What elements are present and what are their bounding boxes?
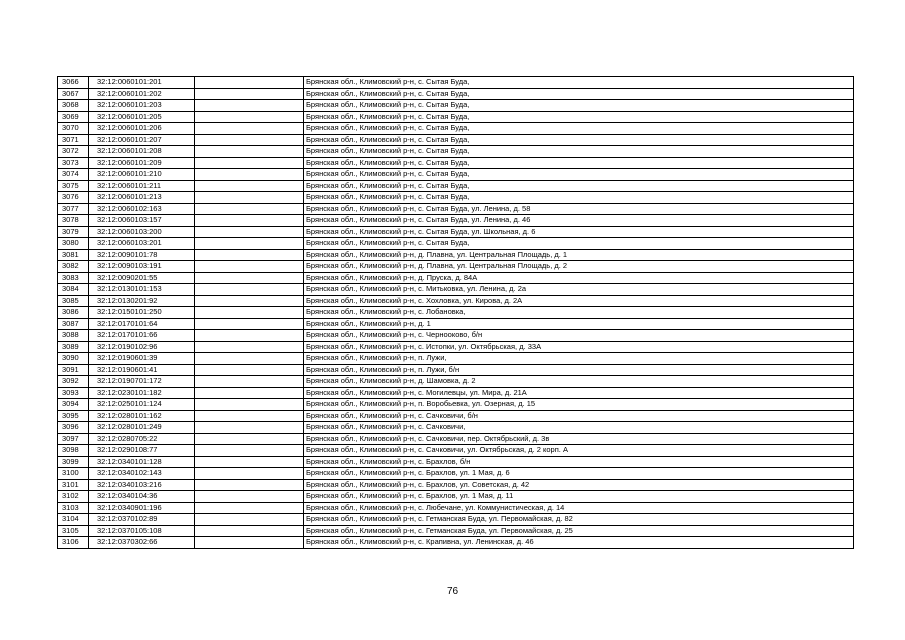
- address-cell: Брянская обл., Климовский р-н, с. Брахлов, ул. 1 Мая, д. 6: [304, 468, 854, 480]
- cadastral-number-cell: 32:12:0060101:205: [89, 111, 195, 123]
- cadastral-number-cell: 32:12:0190601:41: [89, 364, 195, 376]
- cadastral-number-cell: 32:12:0060103:200: [89, 226, 195, 238]
- row-number-cell: 3079: [58, 226, 89, 238]
- cadastral-number-cell: 32:12:0280101:249: [89, 422, 195, 434]
- address-cell: Брянская обл., Климовский р-н, с. Сытая Буда, ул. Школьная, д. 6: [304, 226, 854, 238]
- empty-cell: [195, 169, 304, 181]
- cadastral-number-cell: 32:12:0060101:207: [89, 134, 195, 146]
- empty-cell: [195, 284, 304, 296]
- empty-cell: [195, 77, 304, 89]
- empty-cell: [195, 456, 304, 468]
- cadastral-number-cell: 32:12:0060101:208: [89, 146, 195, 158]
- address-cell: Брянская обл., Климовский р-н, с. Сытая Буда,: [304, 146, 854, 158]
- cadastral-number-cell: 32:12:0090101:78: [89, 249, 195, 261]
- empty-cell: [195, 491, 304, 503]
- cadastral-number-cell: 32:12:0060101:206: [89, 123, 195, 135]
- row-number-cell: 3096: [58, 422, 89, 434]
- table-row: [58, 525, 854, 537]
- address-cell: Брянская обл., Климовский р-н, с. Сытая Буда, ул. Ленина, д. 58: [304, 203, 854, 215]
- cadastral-number-cell: 32:12:0130101:153: [89, 284, 195, 296]
- cadastral-number-cell: 32:12:0190601:39: [89, 353, 195, 365]
- row-number-cell: 3086: [58, 307, 89, 319]
- cadastral-number-cell: 32:12:0060103:201: [89, 238, 195, 250]
- row-number-cell: 3104: [58, 514, 89, 526]
- table-row: [58, 422, 854, 434]
- table-row: [58, 226, 854, 238]
- address-cell: Брянская обл., Климовский р-н, с. Митьковка, ул. Ленина, д. 2а: [304, 284, 854, 296]
- table-row: [58, 330, 854, 342]
- row-number-cell: 3095: [58, 410, 89, 422]
- row-number-cell: 3081: [58, 249, 89, 261]
- empty-cell: [195, 192, 304, 204]
- empty-cell: [195, 479, 304, 491]
- table-row: [58, 284, 854, 296]
- row-number-cell: 3084: [58, 284, 89, 296]
- address-cell: Брянская обл., Климовский р-н, п. Лужи,: [304, 353, 854, 365]
- empty-cell: [195, 307, 304, 319]
- table-row: [58, 387, 854, 399]
- address-cell: Брянская обл., Климовский р-н, с. Лобановка,: [304, 307, 854, 319]
- table-row: [58, 238, 854, 250]
- address-cell: Брянская обл., Климовский р-н, с. Любечане, ул. Коммунистическая, д. 14: [304, 502, 854, 514]
- empty-cell: [195, 203, 304, 215]
- cadastral-number-cell: 32:12:0060101:209: [89, 157, 195, 169]
- address-cell: Брянская обл., Климовский р-н, д. Шамовка, д. 2: [304, 376, 854, 388]
- row-number-cell: 3092: [58, 376, 89, 388]
- row-number-cell: 3078: [58, 215, 89, 227]
- empty-cell: [195, 272, 304, 284]
- address-cell: Брянская обл., Климовский р-н, с. Сытая Буда,: [304, 180, 854, 192]
- table-row: [58, 514, 854, 526]
- row-number-cell: 3102: [58, 491, 89, 503]
- row-number-cell: 3073: [58, 157, 89, 169]
- row-number-cell: 3089: [58, 341, 89, 353]
- row-number-cell: 3087: [58, 318, 89, 330]
- address-cell: Брянская обл., Климовский р-н, с. Сачковичи, ул. Октябрьская, д. 2 корп. А: [304, 445, 854, 457]
- row-number-cell: 3100: [58, 468, 89, 480]
- cadastral-number-cell: 32:12:0060102:163: [89, 203, 195, 215]
- empty-cell: [195, 364, 304, 376]
- cadastral-number-cell: 32:12:0090103:191: [89, 261, 195, 273]
- empty-cell: [195, 387, 304, 399]
- empty-cell: [195, 238, 304, 250]
- table-row: [58, 433, 854, 445]
- table-row: [58, 410, 854, 422]
- table-body: [58, 77, 854, 549]
- address-cell: Брянская обл., Климовский р-н, д. 1: [304, 318, 854, 330]
- address-cell: Брянская обл., Климовский р-н, с. Сытая Буда,: [304, 77, 854, 89]
- table-row: [58, 479, 854, 491]
- empty-cell: [195, 410, 304, 422]
- cadastral-number-cell: 32:12:0340101:128: [89, 456, 195, 468]
- table-row: [58, 353, 854, 365]
- table-row: [58, 295, 854, 307]
- empty-cell: [195, 123, 304, 135]
- cadastral-number-cell: 32:12:0230101:182: [89, 387, 195, 399]
- address-cell: Брянская обл., Климовский р-н, с. Истопки, ул. Октябрьская, д. 33А: [304, 341, 854, 353]
- table-row: [58, 192, 854, 204]
- address-cell: Брянская обл., Климовский р-н, с. Сачковичи,: [304, 422, 854, 434]
- empty-cell: [195, 88, 304, 100]
- address-cell: Брянская обл., Климовский р-н, д. Плавна, ул. Центральная Площадь, д. 2: [304, 261, 854, 273]
- empty-cell: [195, 295, 304, 307]
- table-row: [58, 445, 854, 457]
- row-number-cell: 3094: [58, 399, 89, 411]
- address-cell: Брянская обл., Климовский р-н, с. Брахлов, ул. 1 Мая, д. 11: [304, 491, 854, 503]
- address-cell: Брянская обл., Климовский р-н, с. Сытая Буда,: [304, 134, 854, 146]
- table-row: [58, 318, 854, 330]
- address-cell: Брянская обл., Климовский р-н, с. Сытая Буда,: [304, 88, 854, 100]
- row-number-cell: 3088: [58, 330, 89, 342]
- table-row: [58, 77, 854, 89]
- empty-cell: [195, 111, 304, 123]
- address-cell: Брянская обл., Климовский р-н, д. Плавна, ул. Центральная Площадь, д. 1: [304, 249, 854, 261]
- table-row: [58, 341, 854, 353]
- empty-cell: [195, 318, 304, 330]
- cadastral-number-cell: 32:12:0060101:213: [89, 192, 195, 204]
- cadastral-number-cell: 32:12:0280705:22: [89, 433, 195, 445]
- table-row: [58, 307, 854, 319]
- table-row: [58, 157, 854, 169]
- row-number-cell: 3077: [58, 203, 89, 215]
- table-row: [58, 456, 854, 468]
- cadastral-number-cell: 32:12:0060101:210: [89, 169, 195, 181]
- table-row: [58, 203, 854, 215]
- table-row: [58, 215, 854, 227]
- row-number-cell: 3105: [58, 525, 89, 537]
- empty-cell: [195, 180, 304, 192]
- empty-cell: [195, 261, 304, 273]
- empty-cell: [195, 157, 304, 169]
- cadastral-number-cell: 32:12:0190701:172: [89, 376, 195, 388]
- address-cell: Брянская обл., Климовский р-н, с. Брахлов, ул. Советская, д. 42: [304, 479, 854, 491]
- row-number-cell: 3093: [58, 387, 89, 399]
- row-number-cell: 3075: [58, 180, 89, 192]
- empty-cell: [195, 537, 304, 549]
- cadastral-number-cell: 32:12:0250101:124: [89, 399, 195, 411]
- empty-cell: [195, 341, 304, 353]
- empty-cell: [195, 433, 304, 445]
- cadastral-number-cell: 32:12:0340103:216: [89, 479, 195, 491]
- table-row: [58, 134, 854, 146]
- row-number-cell: 3071: [58, 134, 89, 146]
- row-number-cell: 3083: [58, 272, 89, 284]
- address-cell: Брянская обл., Климовский р-н, с. Сытая Буда, ул. Ленина, д. 46: [304, 215, 854, 227]
- cadastral-number-cell: 32:12:0290108:77: [89, 445, 195, 457]
- table-row: [58, 376, 854, 388]
- cadastral-number-cell: 32:12:0060101:211: [89, 180, 195, 192]
- row-number-cell: 3106: [58, 537, 89, 549]
- row-number-cell: 3076: [58, 192, 89, 204]
- row-number-cell: 3097: [58, 433, 89, 445]
- row-number-cell: 3085: [58, 295, 89, 307]
- page-number: 76: [446, 586, 459, 597]
- address-cell: Брянская обл., Климовский р-н, с. Сытая Буда,: [304, 111, 854, 123]
- empty-cell: [195, 353, 304, 365]
- table-row: [58, 88, 854, 100]
- empty-cell: [195, 249, 304, 261]
- table-row: [58, 249, 854, 261]
- empty-cell: [195, 468, 304, 480]
- address-cell: Брянская обл., Климовский р-н, с. Сачковичи, б/н: [304, 410, 854, 422]
- cadastral-number-cell: 32:12:0060101:203: [89, 100, 195, 112]
- table-row: [58, 169, 854, 181]
- cadastral-number-cell: 32:12:0060101:201: [89, 77, 195, 89]
- empty-cell: [195, 330, 304, 342]
- address-cell: Брянская обл., Климовский р-н, п. Воробьевка, ул. Озерная, д. 15: [304, 399, 854, 411]
- cadastral-number-cell: 32:12:0170101:66: [89, 330, 195, 342]
- address-cell: Брянская обл., Климовский р-н, с. Чернооково, б/н: [304, 330, 854, 342]
- empty-cell: [195, 134, 304, 146]
- row-number-cell: 3069: [58, 111, 89, 123]
- address-cell: Брянская обл., Климовский р-н, с. Гетманская Буда, ул. Первомайская, д. 82: [304, 514, 854, 526]
- row-number-cell: 3098: [58, 445, 89, 457]
- address-cell: Брянская обл., Климовский р-н, с. Сытая Буда,: [304, 169, 854, 181]
- cadastral-number-cell: 32:12:0370302:66: [89, 537, 195, 549]
- table-row: [58, 468, 854, 480]
- row-number-cell: 3072: [58, 146, 89, 158]
- cadastral-number-cell: 32:12:0340901:196: [89, 502, 195, 514]
- address-cell: Брянская обл., Климовский р-н, с. Брахлов, б/н: [304, 456, 854, 468]
- empty-cell: [195, 422, 304, 434]
- cadastral-number-cell: 32:12:0150101:250: [89, 307, 195, 319]
- cadastral-number-cell: 32:12:0340104:36: [89, 491, 195, 503]
- cadastral-number-cell: 32:12:0340102:143: [89, 468, 195, 480]
- table-row: [58, 146, 854, 158]
- row-number-cell: 3090: [58, 353, 89, 365]
- address-cell: Брянская обл., Климовский р-н, с. Сытая Буда,: [304, 192, 854, 204]
- empty-cell: [195, 100, 304, 112]
- row-number-cell: 3080: [58, 238, 89, 250]
- cadastral-number-cell: 32:12:0370105:108: [89, 525, 195, 537]
- cadastral-number-cell: 32:12:0090201:55: [89, 272, 195, 284]
- row-number-cell: 3101: [58, 479, 89, 491]
- cadastral-table: [57, 76, 854, 549]
- table-row: [58, 100, 854, 112]
- row-number-cell: 3070: [58, 123, 89, 135]
- cadastral-number-cell: 32:12:0170101:64: [89, 318, 195, 330]
- cadastral-number-cell: 32:12:0370102:89: [89, 514, 195, 526]
- address-cell: Брянская обл., Климовский р-н, д. Пруска, д. 84А: [304, 272, 854, 284]
- address-cell: Брянская обл., Климовский р-н, с. Сытая Буда,: [304, 123, 854, 135]
- row-number-cell: 3068: [58, 100, 89, 112]
- empty-cell: [195, 502, 304, 514]
- empty-cell: [195, 525, 304, 537]
- cadastral-number-cell: 32:12:0280101:162: [89, 410, 195, 422]
- empty-cell: [195, 514, 304, 526]
- table-row: [58, 261, 854, 273]
- empty-cell: [195, 226, 304, 238]
- table-row: [58, 399, 854, 411]
- row-number-cell: 3082: [58, 261, 89, 273]
- table-row: [58, 537, 854, 549]
- empty-cell: [195, 445, 304, 457]
- cadastral-number-cell: 32:12:0060103:157: [89, 215, 195, 227]
- row-number-cell: 3099: [58, 456, 89, 468]
- table-row: [58, 491, 854, 503]
- table-row: [58, 272, 854, 284]
- row-number-cell: 3066: [58, 77, 89, 89]
- table-row: [58, 123, 854, 135]
- empty-cell: [195, 215, 304, 227]
- table-row: [58, 502, 854, 514]
- row-number-cell: 3074: [58, 169, 89, 181]
- cadastral-number-cell: 32:12:0130201:92: [89, 295, 195, 307]
- address-cell: Брянская обл., Климовский р-н, с. Могилевцы, ул. Мира, д. 21А: [304, 387, 854, 399]
- empty-cell: [195, 399, 304, 411]
- address-cell: Брянская обл., Климовский р-н, с. Сытая Буда,: [304, 157, 854, 169]
- address-cell: Брянская обл., Климовский р-н, с. Сытая Буда,: [304, 100, 854, 112]
- address-cell: Брянская обл., Климовский р-н, п. Лужи, б/н: [304, 364, 854, 376]
- empty-cell: [195, 376, 304, 388]
- empty-cell: [195, 146, 304, 158]
- row-number-cell: 3091: [58, 364, 89, 376]
- address-cell: Брянская обл., Климовский р-н, с. Сытая Буда,: [304, 238, 854, 250]
- table-row: [58, 111, 854, 123]
- cadastral-number-cell: 32:12:0190102:96: [89, 341, 195, 353]
- table-row: [58, 180, 854, 192]
- row-number-cell: 3103: [58, 502, 89, 514]
- table-row: [58, 364, 854, 376]
- address-cell: Брянская обл., Климовский р-н, с. Гетманская Буда, ул. Первомайская, д. 25: [304, 525, 854, 537]
- address-cell: Брянская обл., Климовский р-н, с. Хохловка, ул. Кирова, д. 2А: [304, 295, 854, 307]
- address-cell: Брянская обл., Климовский р-н, с. Сачковичи, пер. Октябрьский, д. 3в: [304, 433, 854, 445]
- row-number-cell: 3067: [58, 88, 89, 100]
- cadastral-number-cell: 32:12:0060101:202: [89, 88, 195, 100]
- address-cell: Брянская обл., Климовский р-н, с. Крапивна, ул. Ленинская, д. 46: [304, 537, 854, 549]
